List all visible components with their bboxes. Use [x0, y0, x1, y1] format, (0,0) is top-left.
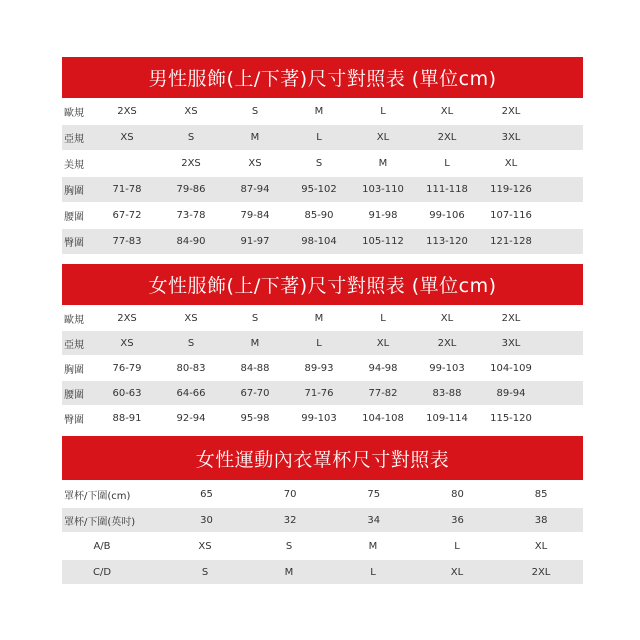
- table-cell: XS: [184, 312, 198, 324]
- table-cell: 2XL: [437, 132, 457, 143]
- table-cell: 64-66: [176, 387, 206, 399]
- table-cell: L: [316, 132, 322, 143]
- table-cell: 107-116: [490, 210, 532, 221]
- table-row: [62, 229, 583, 254]
- table-cell: 67-70: [240, 387, 270, 399]
- table-cell: 92-94: [176, 412, 206, 424]
- table-cell: 3XL: [501, 337, 521, 349]
- row-label: 亞規: [64, 339, 84, 351]
- table-cell: XS: [248, 158, 262, 169]
- table-cell: 79-84: [240, 210, 270, 221]
- table-cell: 89-94: [496, 387, 526, 399]
- table-cell: L: [316, 337, 322, 349]
- table-cell: 109-114: [426, 412, 468, 424]
- table-cell: 95-98: [240, 412, 270, 424]
- table-row: [62, 534, 583, 558]
- table-cell: 80-83: [176, 362, 206, 374]
- table-cell: XS: [120, 337, 134, 349]
- table-row: [62, 356, 583, 380]
- table-cell: XL: [440, 106, 454, 117]
- table-cell: 77-83: [112, 236, 142, 247]
- table-cell: 88-91: [112, 412, 142, 424]
- row-label: 臀圍: [64, 238, 84, 249]
- table-cell: 75: [367, 488, 381, 500]
- table-cell: 2XS: [181, 158, 201, 169]
- women-chart-title: 女性服飾(上/下著)尺寸對照表 (單位cm): [62, 264, 583, 305]
- table-cell: L: [444, 158, 450, 169]
- row-label: 美規: [64, 160, 84, 171]
- table-cell: 71-78: [112, 184, 142, 195]
- table-cell: 3XL: [501, 132, 521, 143]
- table-cell: L: [370, 566, 376, 578]
- table-cell: 77-82: [368, 387, 398, 399]
- men-rows: [62, 99, 583, 254]
- row-label: 臀圍: [64, 414, 84, 426]
- table-cell: 34: [367, 514, 381, 526]
- table-cell: 67-72: [112, 210, 142, 221]
- table-cell: S: [315, 158, 323, 169]
- table-cell: 98-104: [301, 236, 337, 247]
- table-cell: 36: [451, 514, 464, 526]
- table-cell: 71-76: [304, 387, 334, 399]
- table-cell: XL: [450, 566, 464, 578]
- table-cell: 80: [451, 488, 464, 500]
- row-label: C/D: [92, 566, 112, 578]
- table-cell: 103-110: [362, 184, 404, 195]
- table-cell: S: [187, 132, 195, 143]
- row-label: 罩杯/下圍(英吋): [64, 516, 136, 528]
- table-cell: 84-90: [176, 236, 206, 247]
- table-cell: M: [250, 337, 260, 349]
- table-cell: 30: [200, 514, 213, 526]
- row-label: 亞規: [64, 134, 84, 145]
- table-cell: 91-98: [368, 210, 398, 221]
- table-cell: 99-103: [429, 362, 465, 374]
- table-cell: M: [314, 106, 324, 117]
- women-rows: [62, 306, 583, 430]
- table-row: [62, 331, 583, 355]
- table-cell: 76-79: [112, 362, 142, 374]
- table-row: [62, 99, 583, 124]
- bra-rows: [62, 482, 583, 584]
- table-cell: S: [187, 337, 195, 349]
- table-cell: 38: [534, 514, 548, 526]
- table-cell: XS: [198, 540, 212, 552]
- row-label: 腰圍: [64, 389, 84, 401]
- table-cell: XL: [440, 312, 454, 324]
- table-row: [62, 406, 583, 430]
- men-size-chart: [62, 57, 583, 254]
- table-cell: XL: [534, 540, 548, 552]
- table-cell: L: [380, 312, 386, 324]
- table-cell: 121-128: [490, 236, 532, 247]
- table-cell: 95-102: [301, 184, 337, 195]
- women-size-chart: [62, 264, 583, 430]
- row-label: 罩杯/下圍(cm): [64, 490, 131, 502]
- table-cell: XL: [504, 158, 518, 169]
- table-cell: 2XL: [501, 312, 521, 324]
- table-cell: 115-120: [490, 412, 532, 424]
- table-cell: S: [251, 106, 259, 117]
- men-chart-title: 男性服飾(上/下著)尺寸對照表 (單位cm): [62, 57, 583, 98]
- table-row: [62, 177, 583, 202]
- table-cell: M: [378, 158, 388, 169]
- table-cell: 85: [534, 488, 548, 500]
- row-label: 胸圍: [64, 186, 84, 197]
- table-cell: 70: [283, 488, 297, 500]
- table-row: [62, 306, 583, 330]
- table-cell: 2XS: [117, 312, 137, 324]
- row-label: 歐規: [64, 108, 84, 119]
- bra-chart-title: 女性運動內衣罩杯尺寸對照表: [62, 436, 583, 480]
- table-cell: 104-109: [490, 362, 532, 374]
- table-cell: 119-126: [490, 184, 532, 195]
- table-cell: 2XL: [501, 106, 521, 117]
- table-cell: 113-120: [426, 236, 468, 247]
- table-cell: 99-103: [301, 412, 337, 424]
- table-cell: 32: [283, 514, 297, 526]
- table-cell: S: [285, 540, 293, 552]
- table-cell: 2XL: [437, 337, 457, 349]
- table-cell: 79-86: [176, 184, 206, 195]
- table-row: [62, 482, 583, 506]
- sports-bra-size-chart: [62, 436, 583, 584]
- table-cell: L: [454, 540, 460, 552]
- table-cell: M: [314, 312, 324, 324]
- table-cell: 85-90: [304, 210, 334, 221]
- table-cell: 111-118: [426, 184, 468, 195]
- table-row: [62, 151, 583, 176]
- table-cell: 94-98: [368, 362, 398, 374]
- table-cell: M: [250, 132, 260, 143]
- table-cell: 91-97: [240, 236, 270, 247]
- table-cell: 2XS: [117, 106, 137, 117]
- table-cell: 73-78: [176, 210, 206, 221]
- table-cell: XL: [376, 337, 390, 349]
- table-cell: S: [201, 566, 209, 578]
- row-label: A/B: [93, 540, 111, 552]
- table-row: [62, 203, 583, 228]
- table-cell: L: [380, 106, 386, 117]
- row-label: 腰圍: [64, 212, 84, 223]
- table-cell: 87-94: [240, 184, 270, 195]
- table-cell: M: [284, 566, 294, 578]
- table-row: [62, 381, 583, 405]
- table-cell: XL: [376, 132, 390, 143]
- table-cell: 84-88: [240, 362, 270, 374]
- row-label: 歐規: [64, 314, 84, 326]
- table-cell: M: [368, 540, 378, 552]
- table-cell: XS: [120, 132, 134, 143]
- table-cell: S: [251, 312, 259, 324]
- table-cell: XS: [184, 106, 198, 117]
- table-cell: 2XL: [531, 566, 551, 578]
- table-cell: 104-108: [362, 412, 404, 424]
- table-row: [62, 508, 583, 532]
- table-cell: 105-112: [362, 236, 404, 247]
- table-cell: 65: [200, 488, 213, 500]
- table-cell: 89-93: [304, 362, 334, 374]
- table-cell: 60-63: [112, 387, 142, 399]
- table-row: [62, 560, 583, 584]
- table-row: [62, 125, 583, 150]
- row-label: 胸圍: [64, 364, 84, 376]
- table-cell: 99-106: [429, 210, 465, 221]
- table-cell: 83-88: [432, 387, 462, 399]
